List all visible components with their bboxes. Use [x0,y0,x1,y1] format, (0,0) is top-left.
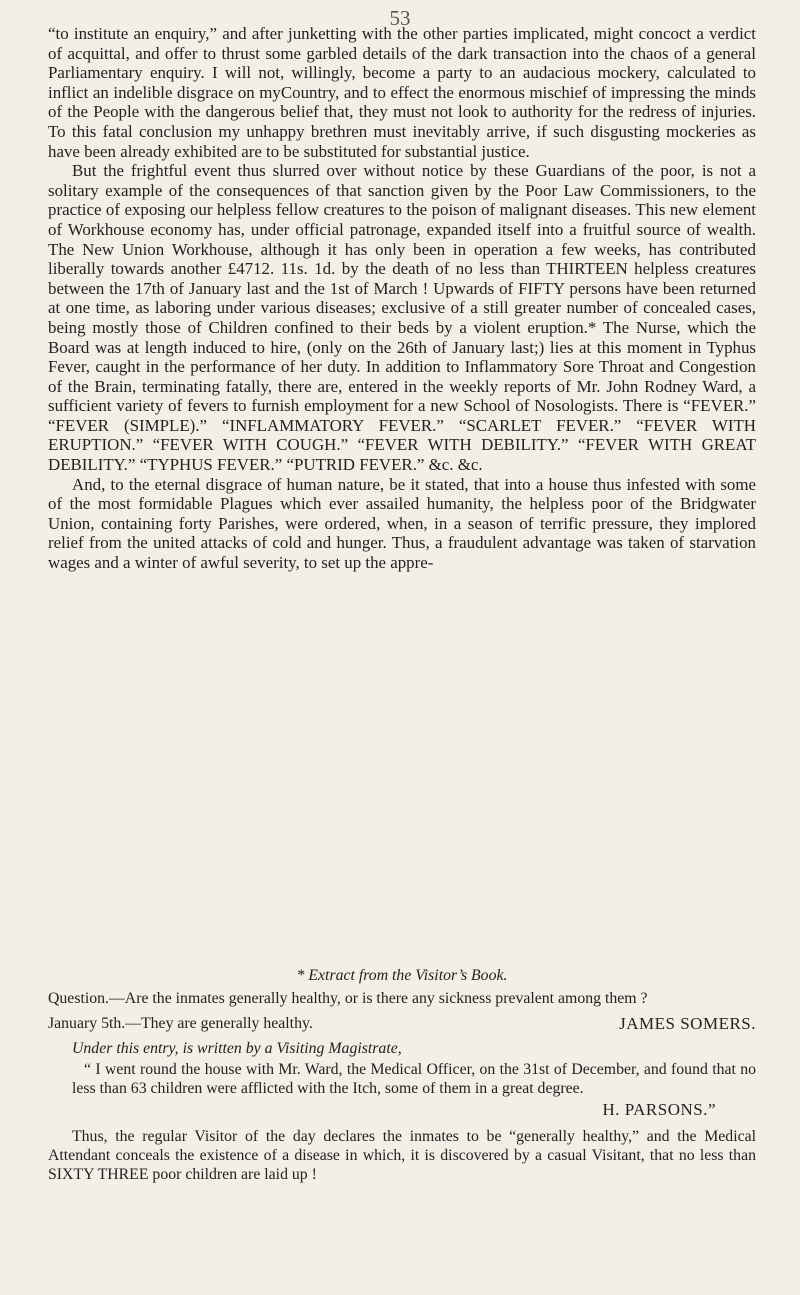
footnote-note: Under this entry, is written by a Visiting Magistrate, [72,1040,402,1057]
footnote [48,966,756,1184]
footnote-quote-signature: H. PARSONS.” [602,1100,716,1119]
footnote-heading: * Extract from the Visitor’s Book. [296,967,508,984]
footnote-quote: “ I went round the house with Mr. Ward, the Medical Officer, on the 31st of December, and found that no less than 63 children were afflicted with the Itch, some of them in a great degree. [72,1061,756,1097]
paragraph-1: “to institute an enquiry,” and after junketting with the other parties implicated, might concoct a verdict of acquittal, and offer to thrust some garbled details of the dark transaction into the chaos of a general Parliamentary enquiry. I will not, willingly, become a party to an audacious mockery, calculated to inflict an indelible disgrace on myCountry, and to effect the enormous mischief of impressing the minds of the People with the dangerous belief that, they must not look to authority for the redress of injuries. To this fatal conclusion my unhappy brethren must inevitably arrive, if such disgusting mockeries as have been already exhibited are to be substituted for substantial justice. [48,24,756,161]
paragraph-2: But the frightful event thus slurred over without notice by these Guardians of the poor, is not a solitary example of the consequences of that sanction given by the Poor Law Commissioners, to the practice of exposing our helpless fellow creatures to the poison of malignant diseases. This new element of Workhouse economy has, under official patronage, expanded itself into a fruitful source of wealth. The New Union Workhouse, although it has only been in operation a few weeks, has contributed liberally towards another £4712. 11s. 1d. by the death of no less than THIRTEEN helpless creatures between the 17th of January last and the 1st of March ! Upwards of FIFTY persons have been returned at one time, as laboring under various diseases; exclusive of a still greater number of concealed cases, being mostly those of Children confined to their beds by a violent eruption.* The Nurse, which the Board was at length induced to hire, (only on the 26th of January last;) lies at this moment in Typhus Fever, caught in the performance of her duty. In addition to Inflammatory Sore Throat and Congestion of the Brain, terminating fatally, there are, entered in the weekly reports of Mr. John Rodney Ward, a sufficient variety of fevers to furnish employment for a new School of Nosologists. There is “FEVER.” “FEVER (SIMPLE).” “INFLAMMATORY FEVER.” “SCARLET FEVER.” “FEVER WITH ERUPTION.” “FEVER WITH COUGH.” “FEVER WITH DEBILITY.” “FEVER WITH GREAT DEBILITY.” “TYPHUS FEVER.” “PUTRID FEVER.” &c. &c. [48,161,756,475]
footnote-answer [48,1014,756,1033]
page-number: 53 [389,6,411,30]
footnote-answer-signature: JAMES SOMERS. [619,1014,756,1033]
footnote-answer-text: January 5th.—They are generally healthy. [48,1015,313,1032]
footnote-question: Question.—Are the inmates generally healthy, or is there any sickness prevalent among them ? [48,990,648,1007]
main-text [48,24,756,573]
footnote-separator [48,946,756,947]
footnote-closing: Thus, the regular Visitor of the day declares the inmates to be “generally healthy,” and the Medical Attendant conceals the existence of a disease in which, it is discovered by a casual Visitant, that no less than SIXTY THREE poor children are laid up ! [48,1128,756,1183]
paragraph-3: And, to the eternal disgrace of human nature, be it stated, that into a house thus infested with some of the most formidable Plagues which ever assailed humanity, the helpless poor of the Bridgwater Union, containing forty Parishes, were ordered, when, in a season of terrific pressure, they implored relief from the united attacks of cold and hunger. Thus, a fraudulent advantage was taken of starvation wages and a winter of awful severity, to set up the appre- [48,474,756,573]
